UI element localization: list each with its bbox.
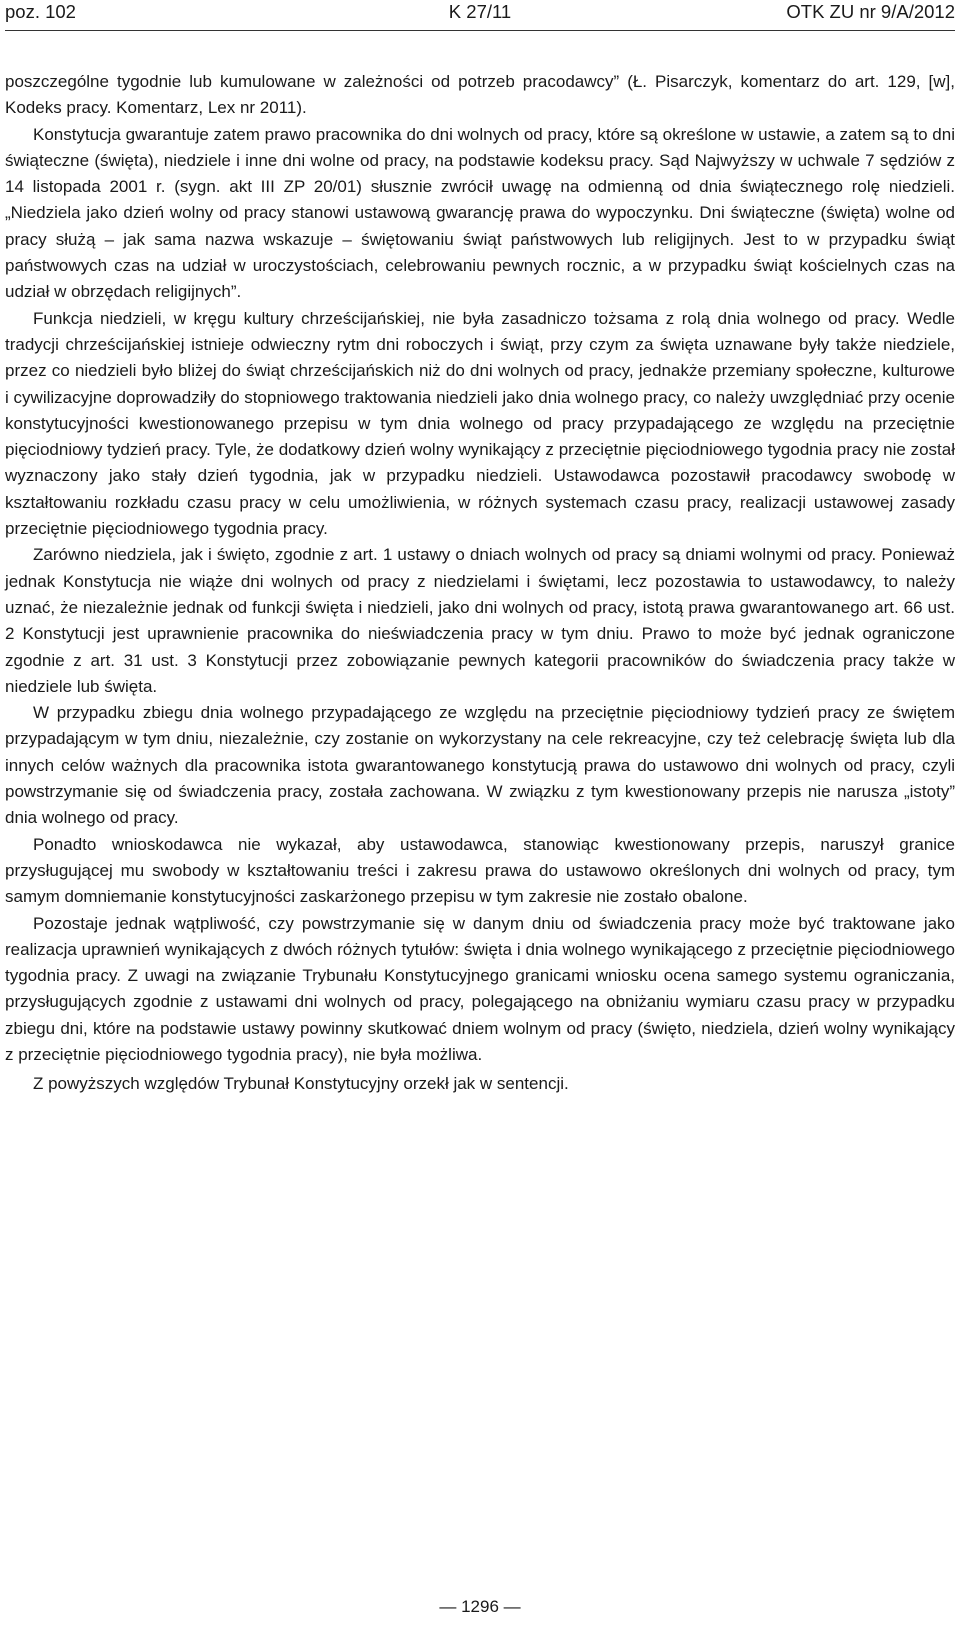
paragraph: Konstytucja gwarantuje zatem prawo pracownika do dni wolnych od pracy, które są określone w ustawie, a zatem są to dni świąteczne (święta), niedziele i inne dni wolne od pracy, na podstawie kodeksu pracy. Sąd Najwyższy w uchwale 7 sędziów z 14 listopada 2001 r. (sygn. akt III ZP 20/01) słusznie zwrócił uwagę na odmienną od dnia świątecznego rolę niedzieli. „Niedziela jako dzień wolny od pracy stanowi ustawową gwarancję prawa do wypoczynku. Dni świąteczne (święta) wolne od pracy służą – jak sama nazwa wskazuje – świętowaniu świąt państwowych lub religijnych. Jest to w przypadku świąt państwowych czas na udział w uroczystościach, celebrowaniu pewnych rocznic, a w przypadku świąt kościelnych czas na udział w obrzędach religijnych”.	[5, 124, 955, 302]
paragraph-continuation: poszczególne tygodnie lub kumulowane w zależności od potrzeb pracodawcy” (Ł. Pisarczyk, komentarz do art. 129, [w], Kodeks pracy. Komentarz, Lex nr 2011).	[5, 72, 955, 118]
page-number: — 1296 —	[439, 1597, 521, 1616]
paragraph: Pozostaje jednak wątpliwość, czy powstrzymanie się w danym dniu od świadczenia pracy może być traktowane jako realizacja uprawnień wynikających z dwóch różnych tytułów: święta i dnia wolnego wynikającego z przeciętnie pięciodniowego tygodnia pracy. Z uwagi na związanie Trybunału Konstytucyjnego granicami wniosku ocena samego systemu ograniczania, przysługujących zgodnie z ustawami dni wolnych od pracy, polegającego na obniżaniu wymiaru czasu pracy w przypadku zbiegu dni, które na podstawie ustawy powinny skutkować dniem wolnym od pracy (święto, niedziela, dzień wolny wynikający z przeciętnie pięciodniowego tygodnia pracy), nie była możliwa.	[5, 913, 955, 1064]
paragraph: Ponadto wnioskodawca nie wykazał, aby ustawodawca, stanowiąc kwestionowany przepis, naruszył granice przysługującej mu swobody w kształtowaniu treści i zakresu prawa do ustawowo określonych dni wolnych od pracy, tym samym domniemanie konstytucyjności zaskarżonego przepisu w tym zakresie nie zostało obalone.	[5, 834, 955, 907]
body-text	[5, 69, 955, 1068]
closing-statement: Z powyższych względów Trybunał Konstytucyjny orzekł jak w sentencji.	[33, 1074, 569, 1093]
paragraph: Zarówno niedziela, jak i święto, zgodnie z art. 1 ustawy o dniach wolnych od pracy są dniami wolnymi od pracy. Ponieważ jednak Konstytucja nie wiąże dni wolnych od pracy z niedzielami i świętami, lecz pozostawia to ustawodawcy, to należy uznać, że niezależnie jednak od funkcji święta i niedzieli, jako dni wolnych od pracy, istotą prawa gwarantowanego art. 66 ust. 2 Konstytucji jest uprawnienie pracownika do nieświadczenia pracy w tym dniu. Prawo to może być jednak ograniczone zgodnie z art. 31 ust. 3 Konstytucji przez zobowiązanie pewnych kategorii pracowników do świadczenia pracy także w niedziele lub święta.	[5, 545, 955, 696]
header-case-number: K 27/11	[448, 1, 512, 22]
paragraph: W przypadku zbiegu dnia wolnego przypadającego ze względu na przeciętnie pięciodniowy tydzień pracy ze świętem przypadającym w tym dniu, niezależnie, czy zostanie on wykorzystany na cele rekreacyjne, czy też celebrację święta lub dla innych celów ważnych dla pracownika istota gwarantowanego konstytucją prawa do ustawowo dni wolnych od pracy, czyli powstrzymanie się od świadczenia pracy, została zachowana. W związku z tym kwestionowany przepis nie narusza „istoty” dnia wolnego od pracy.	[5, 703, 955, 828]
page-header	[5, 0, 955, 31]
paragraph: Funkcja niedzieli, w kręgu kultury chrześcijańskiej, nie była zasadniczo tożsama z rolą dnia wolnego od pracy. Wedle tradycji chrześcijańskiej istnieje odwieczny rytm dni roboczych i świąt, przy czym za święta uznawane były także niedziele, przez co niedzieli było bliżej do świąt chrześcijańskich niż do dni wolnych od pracy, jednakże przemiany społeczne, kulturowe i cywilizacyjne doprowadziły do stopniowego traktowania niedzieli jako dnia wolnego pracy, co należy uwzględniać przy ocenie konstytucyjności kwestionowanego przepisu w tym dnia wolnego od pracy przypadającego ze względu na przeciętnie pięciodniowy tydzień pracy. Tyle, że dodatkowy dzień wolny wynikający z przeciętnie pięciodniowego tygodnia pracy nie został wyznaczony jako stały dzień tygodnia, jak w przypadku niedzieli. Ustawodawca pozostawił pracodawcy swobodę w kształtowaniu rozkładu czasu pracy w celu umożliwienia, w różnych systemach czasu pracy, realizacji ustawowej zasady przeciętnie pięciodniowego tygodnia pracy.	[5, 308, 955, 539]
header-position: poz. 102	[5, 1, 76, 22]
header-journal: OTK ZU nr 9/A/2012	[786, 1, 955, 22]
